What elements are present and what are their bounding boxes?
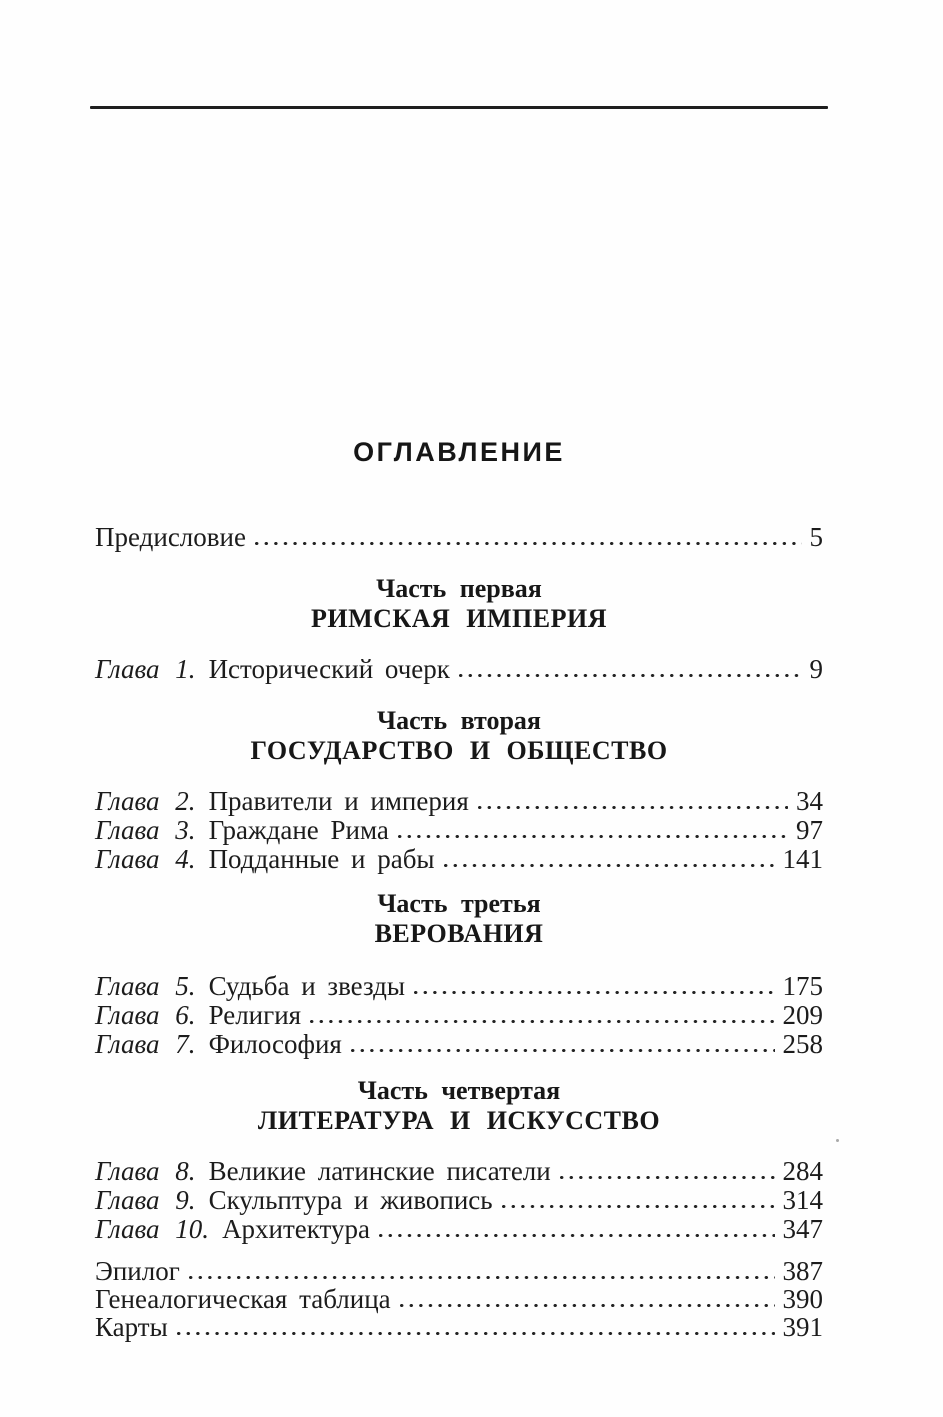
- dot-leader: [400, 1304, 775, 1309]
- page-number: 34: [796, 786, 823, 816]
- part-title: РИМСКАЯ ИМПЕРИЯ: [310, 604, 608, 633]
- part-heading-2: [95, 706, 823, 766]
- chapter-label: Глава 4.: [95, 844, 196, 874]
- part-name: Часть третья: [377, 889, 541, 918]
- chapter-title: Религия: [208, 1000, 302, 1030]
- part-name: Часть четвертая: [357, 1076, 561, 1105]
- dot-leader: [502, 1205, 775, 1210]
- dot-leader: [310, 1020, 774, 1025]
- entry-label: Предисловие: [95, 522, 246, 552]
- chapter-title: Скульптура и живопись: [208, 1185, 493, 1215]
- chapter-label: Глава 3.: [95, 815, 196, 845]
- chapter-title: Архитектура: [222, 1214, 370, 1244]
- toc-entry-genealogy: [95, 1285, 823, 1313]
- entry-label: Генеалогическая таблица: [95, 1284, 391, 1314]
- chapter-label: Глава 8.: [95, 1156, 196, 1186]
- page-number: 9: [809, 654, 823, 684]
- chapter-entry: [95, 845, 823, 873]
- chapter-entry: [95, 816, 823, 844]
- chapter-label: Глава 5.: [95, 971, 196, 1001]
- dot-leader: [478, 806, 788, 811]
- part-name: Часть первая: [376, 574, 542, 603]
- page-number: 284: [782, 1156, 823, 1186]
- part-heading-4: [95, 1076, 823, 1136]
- chapter-label: Глава 1.: [95, 654, 196, 684]
- chapter-entry: [95, 1186, 823, 1214]
- chapter-entry: [95, 1030, 823, 1058]
- page-number: 387: [782, 1256, 823, 1286]
- page-number: 175: [782, 971, 823, 1001]
- toc-entry-epilogue: [95, 1257, 823, 1285]
- page-number: 391: [782, 1312, 823, 1342]
- chapter-entry: [95, 655, 823, 683]
- page-number: 314: [782, 1185, 823, 1215]
- dot-leader: [444, 864, 775, 869]
- chapter-title: Граждане Рима: [208, 815, 389, 845]
- part-name: Часть вторая: [377, 706, 541, 735]
- chapter-title: Исторический очерк: [208, 654, 450, 684]
- chapter-title: Великие латинские писатели: [208, 1156, 551, 1186]
- chapter-label: Глава 10.: [95, 1214, 210, 1244]
- toc-entry-preface: [95, 523, 823, 551]
- entry-label: Карты: [95, 1312, 168, 1342]
- part-heading-3: [95, 889, 823, 949]
- dot-leader: [398, 835, 788, 840]
- chapter-entry: [95, 1001, 823, 1029]
- chapter-entry: [95, 972, 823, 1000]
- chapter-entry: [95, 1157, 823, 1185]
- scan-speck: [836, 1139, 839, 1142]
- dot-leader: [351, 1049, 775, 1054]
- dot-leader: [560, 1176, 775, 1181]
- toc-title: ОГЛАВЛЕНИЕ: [353, 437, 565, 467]
- dot-leader: [255, 542, 802, 547]
- entry-label: Эпилог: [95, 1256, 180, 1286]
- chapter-title: Правители и империя: [208, 786, 469, 816]
- page-number: 5: [809, 522, 823, 552]
- page-number: 97: [796, 815, 823, 845]
- toc-entry-maps: [95, 1313, 823, 1341]
- page-number: 347: [782, 1214, 823, 1244]
- part-title: ЛИТЕРАТУРА И ИСКУССТВО: [257, 1106, 661, 1135]
- page-number: 209: [782, 1000, 823, 1030]
- part-heading-1: [95, 574, 823, 634]
- part-title: ГОСУДАРСТВО И ОБЩЕСТВО: [250, 736, 668, 765]
- chapter-title: Подданные и рабы: [208, 844, 435, 874]
- dot-leader: [459, 674, 802, 679]
- toc-content: [95, 0, 823, 1417]
- dot-leader: [414, 991, 774, 996]
- dot-leader: [177, 1332, 775, 1337]
- chapter-label: Глава 7.: [95, 1029, 196, 1059]
- page-number: 390: [782, 1284, 823, 1314]
- chapter-entry: [95, 1215, 823, 1243]
- dot-leader: [379, 1234, 775, 1239]
- chapter-title: Философия: [208, 1029, 342, 1059]
- chapter-entry: [95, 787, 823, 815]
- dot-leader: [189, 1276, 775, 1281]
- chapter-label: Глава 2.: [95, 786, 196, 816]
- part-title: ВЕРОВАНИЯ: [374, 919, 544, 948]
- page-number: 141: [782, 844, 823, 874]
- chapter-title: Судьба и звезды: [208, 971, 406, 1001]
- page-number: 258: [782, 1029, 823, 1059]
- chapter-label: Глава 6.: [95, 1000, 196, 1030]
- chapter-label: Глава 9.: [95, 1185, 196, 1215]
